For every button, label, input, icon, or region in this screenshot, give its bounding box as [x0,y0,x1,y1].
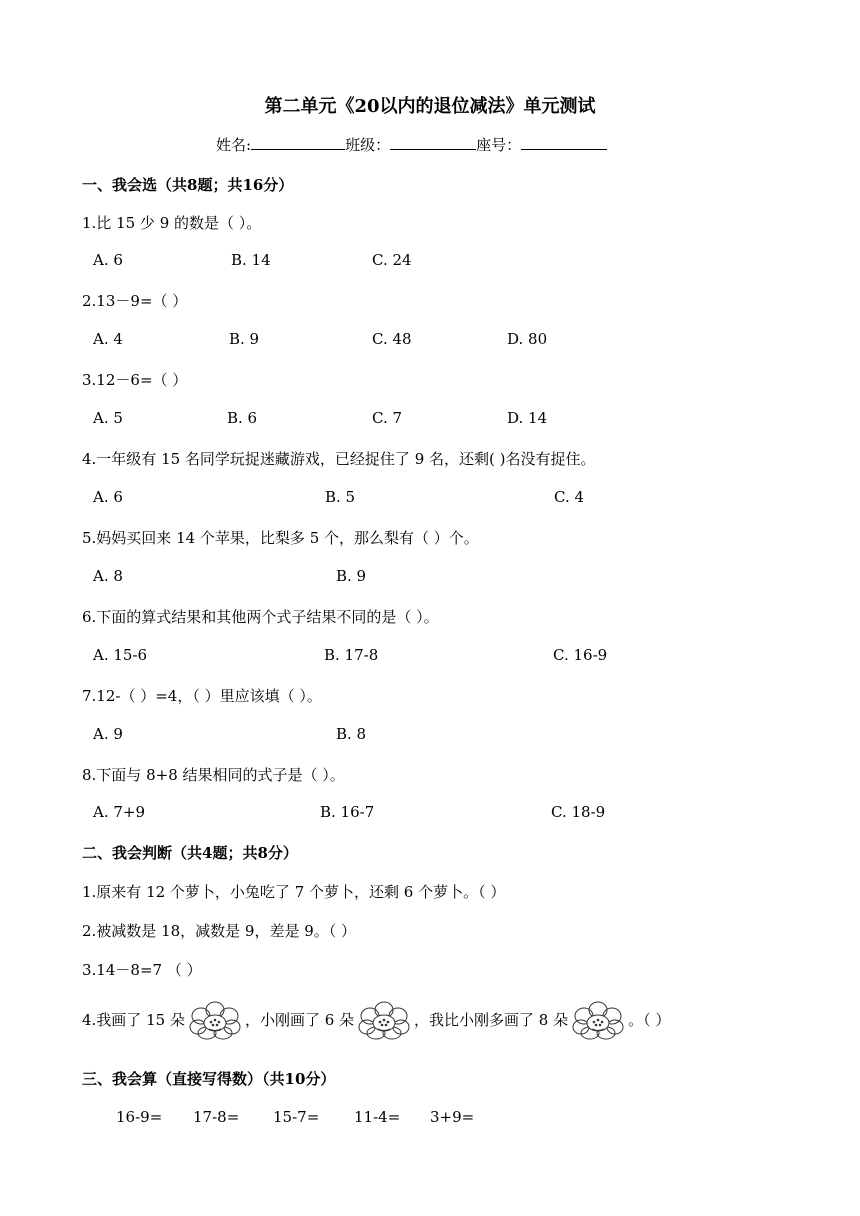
q8-option-c[interactable]: C. 18-9 [551,803,606,821]
question-4: 4.一年级有 15 名同学玩捉迷藏游戏，已经捉住了 9 名，还剩( )名没有捉住。 [82,450,596,468]
q1-option-b[interactable]: B. 14 [231,251,271,269]
calc-item-4: 11-4= [354,1108,401,1126]
name-blank[interactable] [251,135,345,150]
student-info-line [216,134,607,155]
question-8: 8.下面与 8+8 结果相同的式子是（ ）。 [82,766,345,784]
question-7: 7.12-（ ）=4，（ ）里应该填（ ）。 [82,687,322,705]
calc-item-1: 16-9= [116,1108,163,1126]
q3-option-a[interactable]: A. 5 [93,409,123,427]
q2-option-c[interactable]: C. 48 [372,330,412,348]
judge-item-4 [82,1000,670,1041]
q5-option-b[interactable]: B. 9 [336,567,367,585]
page-title: 第二单元《20以内的退位减法》单元测试 [264,96,596,117]
flower-icon [572,1001,624,1041]
judge-item-4-part1: 4.我画了 15 朵 [82,1011,185,1029]
q2-option-d[interactable]: D. 80 [507,330,548,348]
question-5: 5.妈妈买回来 14 个苹果，比梨多 5 个，那么梨有（ ）个。 [82,529,479,547]
q7-option-a[interactable]: A. 9 [93,725,123,743]
question-3: 3.12－6=（ ） [82,371,188,389]
q4-option-c[interactable]: C. 4 [554,488,585,506]
question-1: 1.比 15 少 9 的数是（ ）。 [82,214,262,232]
judge-item-3: 3.14－8=7 （ ） [82,961,202,979]
question-6: 6.下面的算式结果和其他两个式子结果不同的是（ ）。 [82,608,439,626]
class-blank[interactable] [390,135,476,150]
q6-option-a[interactable]: A. 15-6 [93,646,148,664]
seat-blank[interactable] [521,135,607,150]
q8-option-b[interactable]: B. 16-7 [320,803,375,821]
q4-option-b[interactable]: B. 5 [325,488,356,506]
q1-option-c[interactable]: C. 24 [372,251,412,269]
q1-option-a[interactable]: A. 6 [93,251,123,269]
q3-option-d[interactable]: D. 14 [507,409,548,427]
q4-option-a[interactable]: A. 6 [93,488,123,506]
question-2: 2.13－9=（ ） [82,292,188,310]
judge-item-2: 2.被减数是 18，减数是 9，差是 9。（ ） [82,922,357,940]
name-label: 姓名: [216,136,252,154]
flower-icon [358,1001,410,1041]
judge-item-4-part4: 。（ ） [628,1011,671,1029]
seat-label: 座号： [476,136,522,154]
section3-heading: 三、我会算（直接写得数）（共10分） [82,1070,336,1088]
q2-option-b[interactable]: B. 9 [229,330,260,348]
q5-option-a[interactable]: A. 8 [93,567,123,585]
judge-item-1: 1.原来有 12 个萝卜，小兔吃了 7 个萝卜，还剩 6 个萝卜。（ ） [82,883,506,901]
q8-option-a[interactable]: A. 7+9 [93,803,146,821]
q3-option-b[interactable]: B. 6 [227,409,258,427]
q7-option-b[interactable]: B. 8 [336,725,367,743]
calc-item-2: 17-8= [193,1108,240,1126]
flower-icon [189,1001,241,1041]
q2-option-a[interactable]: A. 4 [93,330,123,348]
section1-heading: 一、我会选（共8题；共16分） [82,176,294,194]
q6-option-b[interactable]: B. 17-8 [324,646,379,664]
calc-item-5: 3+9= [430,1108,475,1126]
class-label: 班级： [345,136,391,154]
calc-item-3: 15-7= [273,1108,320,1126]
q6-option-c[interactable]: C. 16-9 [553,646,608,664]
section2-heading: 二、我会判断（共4题；共8分） [82,844,298,862]
judge-item-4-part2: ，小刚画了 6 朵 [244,1011,355,1029]
judge-item-4-part3: ，我比小刚多画了 8 朵 [414,1011,569,1029]
q3-option-c[interactable]: C. 7 [372,409,403,427]
